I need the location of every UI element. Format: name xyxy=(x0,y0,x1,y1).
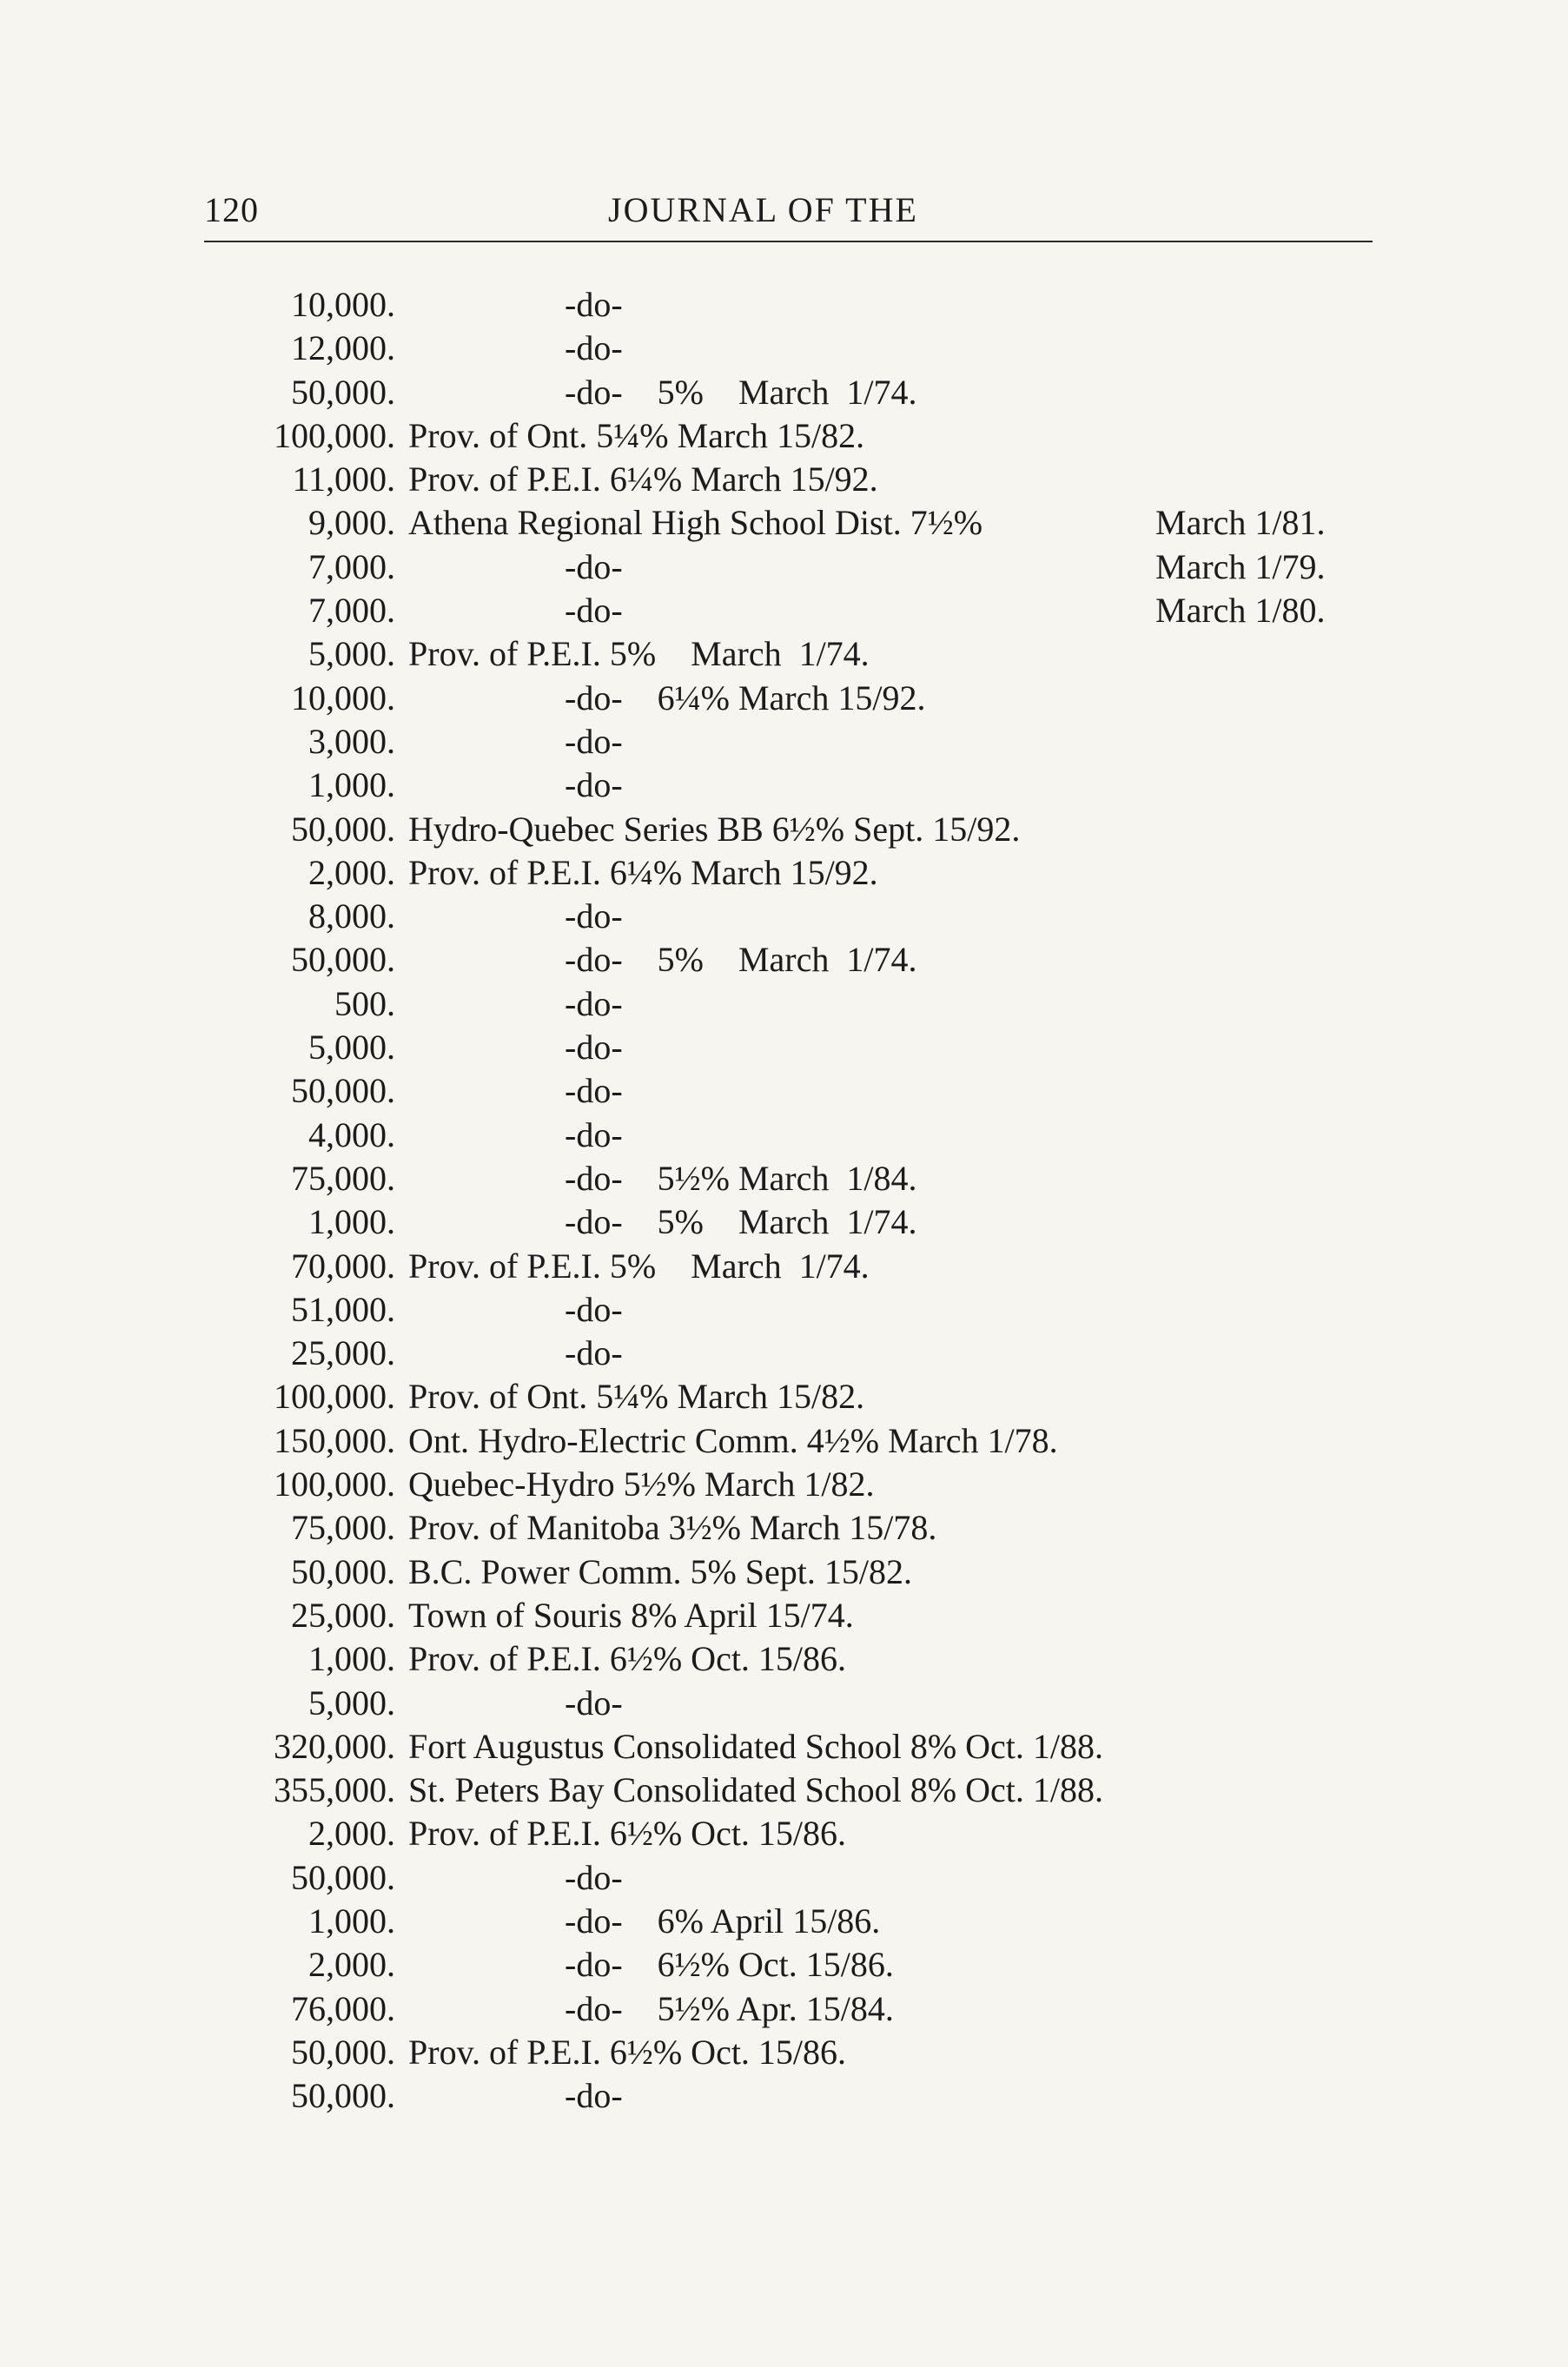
list-item xyxy=(0,1419,1568,1463)
list-item xyxy=(0,895,1568,938)
amount: 5,000. xyxy=(308,1028,395,1068)
amount: 5,000. xyxy=(308,634,395,674)
amount: 5,000. xyxy=(308,1683,395,1722)
security-description: Prov. of P.E.I. 6½% Oct. 15/86. xyxy=(408,1814,847,1854)
security-description: -do- xyxy=(565,2076,623,2116)
amount: 1,000. xyxy=(308,1639,395,1679)
security-description: -do- 5½% Apr. 15/84. xyxy=(565,1988,894,2028)
amount: 320,000. xyxy=(274,1726,395,1766)
list-item xyxy=(0,1288,1568,1332)
amount: 75,000. xyxy=(291,1508,395,1548)
security-description: Hydro-Quebec Series BB 6½% Sept. 15/92. xyxy=(408,809,1021,849)
amount: 75,000. xyxy=(291,1158,395,1198)
security-description: -do- xyxy=(565,285,623,324)
list-item xyxy=(0,1375,1568,1418)
list-item xyxy=(0,327,1568,370)
list-item xyxy=(0,1682,1568,1725)
amount: 7,000. xyxy=(308,591,395,631)
security-description: -do- xyxy=(565,721,623,761)
security-description: Athena Regional High School Dist. 7½% xyxy=(408,503,983,543)
maturity-date: March 1/80. xyxy=(1155,591,1326,631)
list-item xyxy=(0,764,1568,807)
security-description: St. Peters Bay Consolidated School 8% Oct. 1/88. xyxy=(408,1770,1103,1810)
amount: 11,000. xyxy=(292,460,395,499)
security-description: Prov. of P.E.I. 6½% Oct. 15/86. xyxy=(408,2032,847,2072)
security-description: -do- xyxy=(565,1333,623,1373)
security-description: -do- 6% April 15/86. xyxy=(565,1901,881,1941)
security-description: Prov. of P.E.I. 6¼% March 15/92. xyxy=(408,460,878,499)
list-item xyxy=(0,1200,1568,1244)
list-item xyxy=(0,938,1568,982)
amount: 355,000. xyxy=(274,1770,395,1810)
list-item xyxy=(0,982,1568,1026)
amount: 2,000. xyxy=(308,1945,395,1985)
maturity-date: March 1/79. xyxy=(1155,546,1326,586)
security-description: -do- 5% March 1/74. xyxy=(565,1202,917,1242)
security-description: Prov. of P.E.I. 5% March 1/74. xyxy=(408,1246,870,1286)
amount: 100,000. xyxy=(274,1377,395,1417)
security-description: Prov. of P.E.I. 6½% Oct. 15/86. xyxy=(408,1639,847,1679)
security-description: Town of Souris 8% April 15/74. xyxy=(408,1595,854,1635)
security-description: -do- xyxy=(565,1071,623,1111)
list-item xyxy=(0,1114,1568,1157)
security-description: -do- xyxy=(565,1857,623,1897)
list-item xyxy=(0,1769,1568,1812)
list-item xyxy=(0,1157,1568,1200)
amount: 25,000. xyxy=(291,1595,395,1635)
security-description: -do- xyxy=(565,896,623,936)
header-rule xyxy=(204,241,1373,242)
maturity-date: March 1/81. xyxy=(1155,503,1326,543)
list-item xyxy=(0,2074,1568,2118)
amount: 50,000. xyxy=(291,1071,395,1111)
list-item xyxy=(0,1026,1568,1069)
security-description: -do- xyxy=(565,1289,623,1329)
list-item xyxy=(0,1725,1568,1769)
amount: 50,000. xyxy=(291,2076,395,2116)
amount: 50,000. xyxy=(291,1551,395,1591)
list-item xyxy=(0,2031,1568,2074)
security-description: -do- xyxy=(565,328,623,368)
amount: 25,000. xyxy=(291,1333,395,1373)
security-description: -do- 5% March 1/74. xyxy=(565,372,917,412)
amount: 500. xyxy=(334,983,395,1023)
security-description: Prov. of P.E.I. 5% March 1/74. xyxy=(408,634,870,674)
amount: 1,000. xyxy=(308,1901,395,1941)
list-item xyxy=(0,1550,1568,1594)
list-item xyxy=(0,283,1568,327)
amount: 12,000. xyxy=(291,328,395,368)
list-item xyxy=(0,589,1568,632)
running-title: JOURNAL OF THE xyxy=(608,190,918,229)
list-item xyxy=(0,720,1568,764)
amount: 50,000. xyxy=(291,1857,395,1897)
list-item xyxy=(0,851,1568,895)
security-description: -do- xyxy=(565,1114,623,1154)
security-description: Prov. of Manitoba 3½% March 15/78. xyxy=(408,1508,937,1548)
amount: 4,000. xyxy=(308,1114,395,1154)
list-item xyxy=(0,1856,1568,1900)
list-item xyxy=(0,1812,1568,1855)
securities-list xyxy=(0,283,1568,2118)
security-description: Quebec-Hydro 5½% March 1/82. xyxy=(408,1464,875,1504)
security-description: B.C. Power Comm. 5% Sept. 15/82. xyxy=(408,1551,913,1591)
security-description: -do- xyxy=(565,591,623,631)
security-description: Prov. of Ont. 5¼% March 15/82. xyxy=(408,1377,865,1417)
amount: 10,000. xyxy=(291,678,395,717)
security-description: -do- 6¼% March 15/92. xyxy=(565,678,926,717)
amount: 2,000. xyxy=(308,1814,395,1854)
amount: 9,000. xyxy=(308,503,395,543)
amount: 8,000. xyxy=(308,896,395,936)
list-item xyxy=(0,1332,1568,1375)
security-description: Prov. of Ont. 5¼% March 15/82. xyxy=(408,415,865,455)
security-description: -do- 5% March 1/74. xyxy=(565,940,917,980)
security-description: -do- xyxy=(565,765,623,805)
security-description: -do- 6½% Oct. 15/86. xyxy=(565,1945,894,1985)
amount: 100,000. xyxy=(274,415,395,455)
list-item xyxy=(0,458,1568,501)
list-item xyxy=(0,632,1568,676)
list-item xyxy=(0,1069,1568,1113)
amount: 51,000. xyxy=(291,1289,395,1329)
security-description: Ont. Hydro-Electric Comm. 4½% March 1/78. xyxy=(408,1420,1058,1460)
list-item xyxy=(0,1637,1568,1681)
amount: 50,000. xyxy=(291,2032,395,2072)
list-item xyxy=(0,1463,1568,1506)
page-number: 120 xyxy=(204,190,259,229)
amount: 1,000. xyxy=(308,1202,395,1242)
amount: 10,000. xyxy=(291,285,395,324)
security-description: Prov. of P.E.I. 6¼% March 15/92. xyxy=(408,852,878,892)
security-description: -do- xyxy=(565,1028,623,1068)
list-item xyxy=(0,1987,1568,2031)
security-description: Fort Augustus Consolidated School 8% Oct. 1/88. xyxy=(408,1726,1103,1766)
list-item xyxy=(0,1594,1568,1637)
amount: 50,000. xyxy=(291,372,395,412)
amount: 76,000. xyxy=(291,1988,395,2028)
security-description: -do- xyxy=(565,983,623,1023)
list-item xyxy=(0,1506,1568,1550)
list-item xyxy=(0,808,1568,851)
list-item xyxy=(0,371,1568,414)
amount: 3,000. xyxy=(308,721,395,761)
amount: 2,000. xyxy=(308,852,395,892)
amount: 50,000. xyxy=(291,940,395,980)
amount: 50,000. xyxy=(291,809,395,849)
amount: 150,000. xyxy=(274,1420,395,1460)
list-item xyxy=(0,677,1568,720)
amount: 100,000. xyxy=(274,1464,395,1504)
list-item xyxy=(0,414,1568,458)
amount: 70,000. xyxy=(291,1246,395,1286)
list-item xyxy=(0,1900,1568,1943)
security-description: -do- 5½% March 1/84. xyxy=(565,1158,917,1198)
security-description: -do- xyxy=(565,1683,623,1722)
list-item xyxy=(0,1245,1568,1288)
security-description: -do- xyxy=(565,546,623,586)
amount: 1,000. xyxy=(308,765,395,805)
list-item xyxy=(0,545,1568,589)
list-item xyxy=(0,1943,1568,1987)
amount: 7,000. xyxy=(308,546,395,586)
list-item xyxy=(0,501,1568,545)
